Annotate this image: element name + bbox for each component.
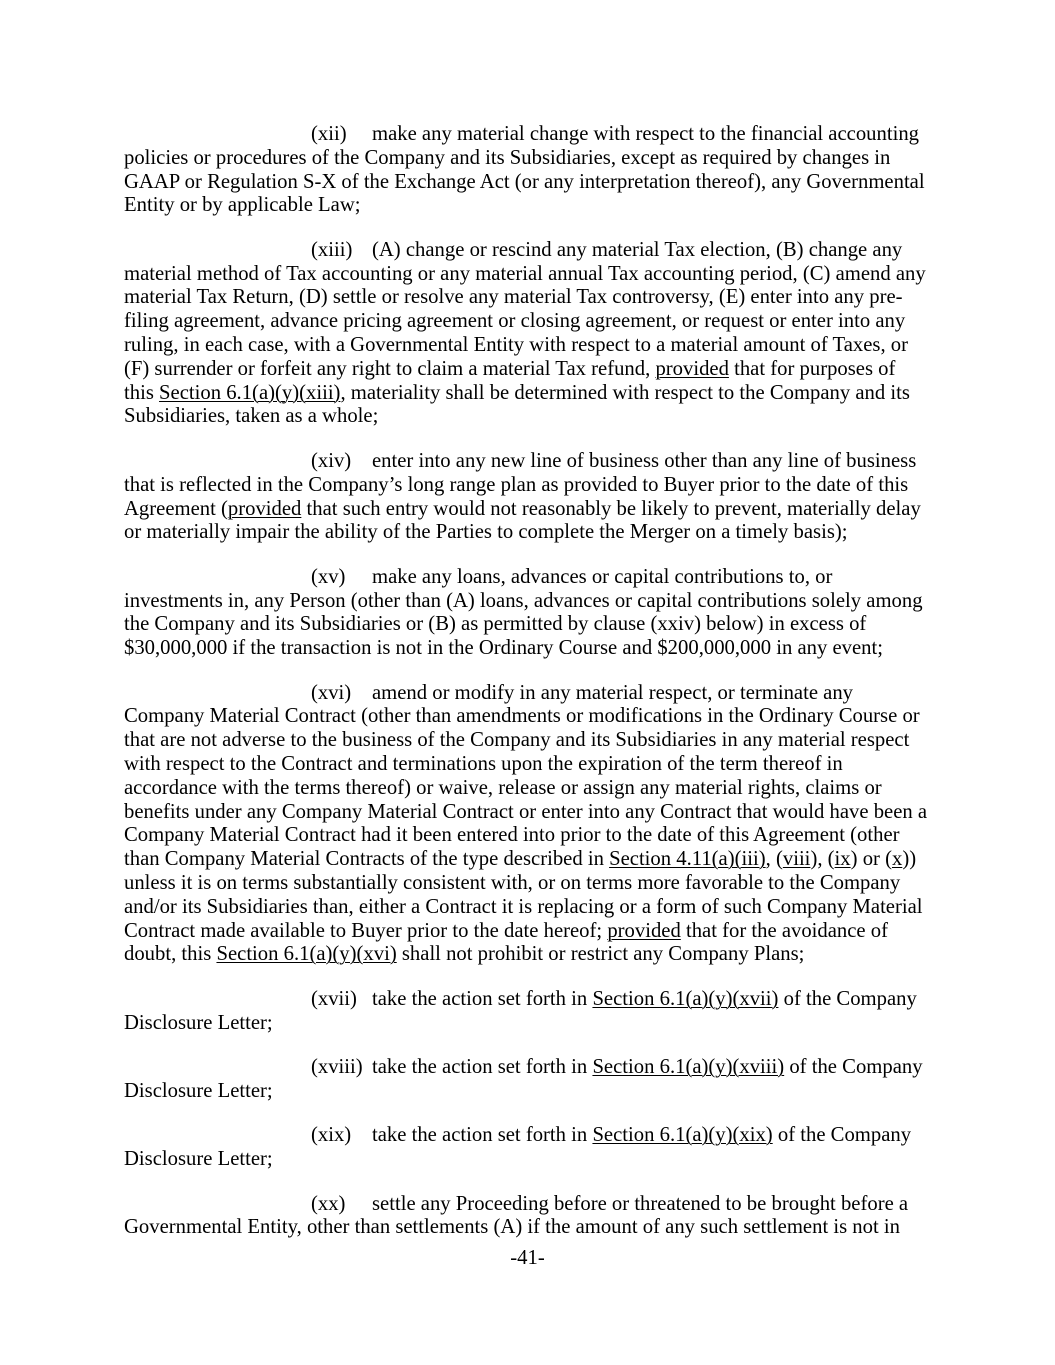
text-segment: )) [902,848,917,871]
text-line [124,1080,954,1104]
text-line [124,988,954,1012]
underlined-reference: Section 6.1(a)(y)(xiii) [159,381,341,404]
text-segment: Company Material Contract (other than amendments or modifications in the Ordinary Course or [124,705,920,728]
text-line [124,171,954,195]
text-segment: ), ( [810,848,835,871]
clause-xii [124,123,954,218]
text-line [124,1216,954,1240]
clause-xx [124,1193,954,1241]
text-segment: ) or ( [850,848,892,871]
text-line [124,310,954,334]
text-segment: Contract made available to Buyer prior to the date hereof; [124,919,608,942]
text-line [124,194,954,218]
underlined-reference: x [891,848,903,871]
underlined-reference: ix [834,848,851,871]
text-segment: Disclosure Letter; [124,1011,273,1034]
text-segment: Company Material Contract had it been entered into prior to the date of this Agreement (other [124,824,900,847]
text-segment: amend or modify in any material respect, or terminate any [372,681,854,704]
text-line [124,848,954,872]
text-line [124,1148,954,1172]
text-line [124,239,954,263]
text-segment: policies or procedures of the Company and its Subsidiaries, except as required by changes in [124,146,891,169]
text-segment: that are not adverse to the business of the Company and its Subsidiaries in any material respect [124,729,910,752]
text-line [124,147,954,171]
text-line [124,263,954,287]
text-segment: or materially impair the ability of the Parties to complete the Merger on a timely basis); [124,521,848,544]
text-segment: this [124,381,160,404]
text-line [124,566,954,590]
text-segment: make any material change with respect to the financial accounting [372,123,919,145]
text-line [124,920,954,944]
page-number: -41- [510,1247,545,1269]
text-line [124,943,954,967]
underlined-reference: Section 6.1(a)(y)(xvii) [592,987,779,1010]
clause-list [124,123,954,1261]
text-segment: of the Company [778,987,917,1010]
text-segment: (A) change or rescind any material Tax election, (B) change any [372,238,903,261]
text-segment: make any loans, advances or capital contributions to, or [372,565,833,588]
text-segment: Entity or by applicable Law; [124,194,361,217]
clause-xiv [124,450,954,545]
underlined-reference: Section 6.1(a)(y)(xvi) [216,943,397,966]
text-segment: that for purposes of [728,357,896,380]
text-line [124,896,954,920]
text-segment: GAAP or Regulation S-X of the Exchange Act (or any interpretation thereof), any Governmental [124,170,925,193]
text-line [124,358,954,382]
text-segment: Agreement ( [124,497,228,520]
clause-label: (xv) [311,565,346,588]
clause-label: (xiv) [311,449,352,472]
clause-xviii [124,1056,954,1104]
clause-xiii [124,239,954,429]
text-line [124,334,954,358]
underlined-reference: provided [655,357,729,380]
text-segment: investments in, any Person (other than (A) loans, advances or capital contributions solely among [124,589,923,612]
text-segment: $30,000,000 if the transaction is not in the Ordinary Course and $200,000,000 in any event; [124,637,883,660]
clause-label: (xx) [311,1192,346,1215]
underlined-reference: Section 4.11(a)(iii) [609,848,766,871]
clause-xvi [124,682,954,968]
text-line [124,1056,954,1080]
clause-xix [124,1124,954,1172]
text-line [124,521,954,545]
text-segment: material method of Tax accounting or any material annual Tax accounting period, (C) amend any [124,262,926,285]
clause-xv [124,566,954,661]
text-line [124,123,954,147]
text-segment: enter into any new line of business other than any line of business [372,449,917,472]
text-line [124,450,954,474]
text-line [124,872,954,896]
text-segment: settle any Proceeding before or threatened to be brought before a [372,1192,909,1215]
underlined-reference: viii [782,848,811,871]
text-segment: ruling, in each case, with a Governmental Entity with respect to a material amount of Taxes, or [124,334,909,357]
clause-xvii [124,988,954,1036]
text-segment: material Tax Return, (D) settle or resolve any material Tax controversy, (E) enter into any pre- [124,286,903,309]
text-line [124,382,954,406]
text-segment: of the Company [784,1056,923,1079]
text-line [124,405,954,429]
text-segment: filing agreement, advance pricing agreement or closing agreement, or request or enter into any [124,310,906,333]
text-segment: take the action set forth in [372,987,593,1010]
underlined-reference: provided [607,919,681,942]
text-segment: with respect to the Contract and terminations upon the expiration of the term thereof in [124,753,843,776]
text-line [124,777,954,801]
text-line [124,474,954,498]
text-segment: that is reflected in the Company’s long range plan as provided to Buyer prior to the date of this [124,473,909,496]
text-line [124,801,954,825]
text-segment: , materiality shall be determined with respect to the Company and its [340,381,910,404]
text-segment: take the action set forth in [372,1056,593,1079]
text-segment: Disclosure Letter; [124,1079,273,1102]
text-line [124,824,954,848]
text-segment: that for the avoidance of [680,919,889,942]
text-segment: doubt, this [124,943,217,966]
text-segment: Subsidiaries, taken as a whole; [124,405,379,428]
text-line [124,753,954,777]
clause-label: (xvii) [311,987,357,1010]
text-line [124,1193,954,1217]
text-line [124,613,954,637]
underlined-reference: Section 6.1(a)(y)(xviii) [592,1056,785,1079]
underlined-reference: provided [227,497,302,520]
clause-label: (xix) [311,1124,352,1147]
text-segment: of the Company [772,1124,912,1147]
text-segment: (F) surrender or forfeit any right to claim a material Tax refund, [124,357,656,380]
text-segment: benefits under any Company Material Contract or enter into any Contract that would have been a [124,800,928,823]
text-line [124,590,954,614]
underlined-reference: Section 6.1(a)(y)(xix) [592,1124,773,1147]
text-segment: accordance with the terms thereof) or waive, release or assign any material rights, claims or [124,776,882,799]
text-line [124,1012,954,1036]
clause-label: (xvi) [311,681,352,704]
text-segment: shall not prohibit or restrict any Company Plans; [396,943,805,966]
text-line [124,1124,954,1148]
text-line [124,498,954,522]
text-segment: than Company Material Contracts of the type described in [124,848,610,871]
text-line [124,637,954,661]
text-line [124,729,954,753]
text-segment: the Company and its Subsidiaries or (B) as permitted by clause (xxiv) below) in excess of [124,613,867,636]
text-segment: take the action set forth in [372,1124,593,1147]
clause-label: (xviii) [311,1056,363,1079]
text-line [124,682,954,706]
clause-label: (xii) [311,123,347,145]
text-line [124,705,954,729]
text-segment: and/or its Subsidiaries than, either a Contract it is replacing or a form of such Company Material [124,895,923,918]
text-segment: Disclosure Letter; [124,1148,273,1171]
text-segment: unless it is on terms substantially consistent with, or on terms more favorable to the Company [124,872,901,894]
text-segment: , ( [765,848,783,871]
text-segment: that such entry would not reasonably be likely to prevent, materially delay [301,497,921,520]
text-line [124,286,954,310]
clause-label: (xiii) [311,238,353,261]
text-segment: Governmental Entity, other than settlements (A) if the amount of any such settlement is not in [124,1216,900,1239]
